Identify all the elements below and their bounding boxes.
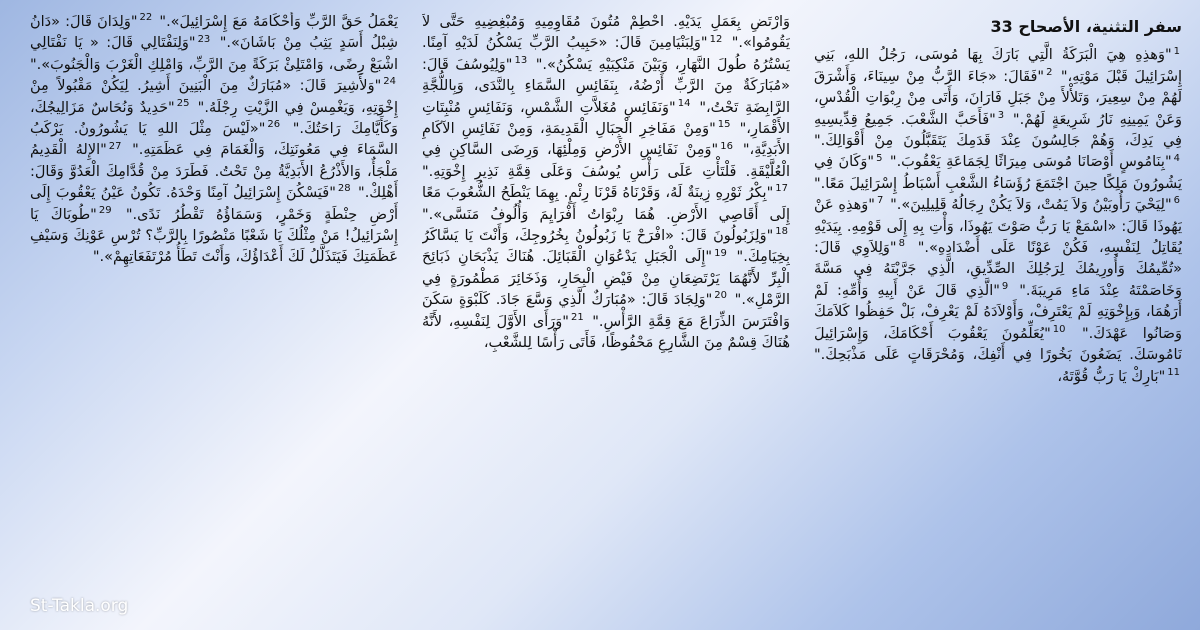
verse-number: 14 (677, 97, 691, 109)
verse-text: "الَّذِي قَالَ عَنْ أَبِيهِ وَأُمِّهِ: لَمْ أَرَهُمَا، وَبِإِخْوَتِهِ لَمْ يَعْتَرِفْ، وَأَوْلاَدَهُ لَمْ يَعْرِفْ، بَلْ حَفِظُوا كَلاَمَكَ وَصَانُوا عَهْدَكَ." (814, 282, 1182, 342)
verse-number: 3 (997, 109, 1005, 121)
verse-text: "وَرَأَى الأَوَّلَ لِنَفْسِهِ، لأَنَّهُ هُنَاكَ قِسْمٌ مِنَ الشَّارِعِ مَحْفُوظًا، فَأَتَى رَأْسًا لِلشَّعْبِ، (422, 313, 790, 352)
verse-number: 6 (1173, 195, 1181, 207)
verse-text: "حَدِيدٌ وَنُحَاسٌ مَزَالِيجُكَ، وَكَأَيَّامِكَ رَاحَتُكَ." (30, 99, 398, 138)
verse (885, 197, 1182, 213)
verse-number: 2 (1046, 66, 1053, 78)
text-column-3 (30, 12, 398, 618)
verse-text: "فَقَالَ: «جَاءَ الرَّبُّ مِنْ سِينَاءَ، وَأَشْرَقَ لَهُمْ مِنْ سِعِيرَ، وَتَلأْلأَ مِنْ جَبَلِ فَارَانَ، وَأَتَى مِنْ رِبْوَاتِ الْقُدْسِ، وَعَنْ يَمِينِهِ نَارُ شَرِيعَةٍ لَهُمْ." (814, 68, 1182, 128)
verse (422, 185, 790, 222)
text-column-1 (814, 12, 1182, 618)
verse-text: "وَلِزَبُولُونَ قَالَ: «افْرَحْ يَا زَبُولُونُ بِخُرُوجِكَ، وَأَنْتَ يَا يَسَّاكَرُ بِخِيَامِكَ." (422, 228, 790, 266)
verse-text: "الإِلهُ الْقَدِيمُ مَلْجَأٌ، وَالأَذْرُعُ الأَبَدِيَّةُ مِنْ تَحْتُ. فَطَرَدَ مِنْ قُدَّامِكَ الْعَدُوَّ وَقَالَ: أَهْلِكْ." (30, 142, 398, 202)
verse-number: 11 (1167, 366, 1180, 378)
verse-number: 18 (775, 226, 788, 238)
verse-text: "وَلِجَادَ قَالَ: «مُبَارَكٌ الَّذِي وَسَّعَ جَادَ. كَلَبْوَةٍ سَكَنَ وَافْتَرَسَ الذِّرَاعَ مَعَ قِمَّةِ الرَّأْسِ." (422, 292, 790, 330)
verse-number: 16 (720, 140, 733, 152)
verse-text: "لِيَحْيَ رَأُوبَيْنُ وَلاَ يَمُتْ، وَلاَ يَكُنْ رِجَالُهُ قَلِيلِينَ»." (890, 197, 1172, 214)
verse-text: "بَارِكْ يَا رَبُّ قُوَّتَهُ، (1057, 368, 1166, 385)
verse-number: 19 (714, 247, 727, 259)
verse-text: يَعْمَلُ حَقَّ الرَّبِّ وَأَحْكَامَهُ مَعَ إِسْرَائِيلَ»." (159, 14, 398, 30)
verse-number: 5 (876, 152, 883, 164)
verse-text: "وَهذِهِ هِيَ الْبَرَكَةُ الَّتِي بَارَكَ بِهَا مُوسَى، رَجُلُ اللهِ، بَنِي إِسْرَائِيلَ قَبْلَ مَوْتِهِ،" (814, 47, 1182, 85)
verse-text: "وَمِنْ نَفَائِسِ الأَرْضِ وَمِلْئِهَا، وَرِضَى السَّاكِنِ فِي الْعُلَّيْقَةِ. فَلْتَأْتِ عَلَى رَأْسِ يُوسُفَ وَعَلَى قِمَّةِ نَذِيرِ إِخْوَتِهِ." (422, 142, 790, 180)
verse-number: 22 (139, 12, 153, 24)
verse-text: وَارْتَضِ بِعَمَلِ يَدَيْهِ. احْطِمْ مُتُونَ مُقَاوِمِيهِ وَمُبْغِضِيهِ حَتَّى لاَ يَقُومُوا»." (422, 14, 790, 52)
verse-text: "بِكْرُ ثَوْرِهِ زِينَةٌ لَهُ، وَقَرْنَاهُ قَرْنَا رِئْمٍ. بِهِمَا يَنْطَحُ الشُّعُوبَ مَعًا إِلَى أَقَاصِي الأَرْضِ. هُمَا رِبْوَاتُ أَفْرَايِمَ وَأُلُوفُ مَنَسَّى»." (422, 185, 790, 223)
verse-text: "وَلِلاَوِي قَالَ: «تُمِّيمُكَ وَأُورِيمُكَ لِرَجُلِكَ الصِّدِّيقِ، الَّذِي جَرَّبْتَهُ فِي مَسَّةَ وَخَاصَمْتَهُ عِنْدَ مَاءِ مَرِيبَةَ." (814, 240, 1182, 299)
verse-number: 8 (898, 238, 905, 250)
verse-text: "وَلِيُوسُفَ قَالَ: «مُبَارَكَةٌ مِنَ الرَّبِّ أَرْضُهُ، بِنَفَائِسِ السَّمَاءِ بِالنَّدَى، وَبِاللُّجَّةِ الرَّابِضَةِ تَحْتُ،" (422, 56, 790, 116)
text-column-2 (422, 12, 790, 618)
verse-text: "فَيَسْكُنَ إِسْرَائِيلُ آمِنًا وَحْدَهُ. تَكُونُ عَيْنُ يَعْقُوبَ إِلَى أَرْضِ حِنْطَةٍ وَخَمْرٍ، وَسَمَاؤُهُ تَقْطُرُ نَدًى." (30, 185, 398, 223)
verse-text: "وَمِنْ مَفَاخِرِ الْجِبَالِ الْقَدِيمَةِ، وَمِنْ نَفَائِسِ الآكَامِ الأَبَدِيَّةِ،" (422, 121, 790, 159)
chapter-page (22, 12, 1182, 618)
verse-text: "وَكَانَ فِي يَشُورُونَ مَلِكًا حِينَ اجْتَمَعَ رُؤَسَاءُ الشَّعْبِ أَسْبَاطُ إِسْرَائِيلَ مَعًا." (814, 154, 1182, 192)
verse (154, 14, 398, 30)
verse-number: 12 (709, 33, 723, 45)
column-2-verses (422, 12, 790, 355)
verse-number: 23 (197, 33, 211, 45)
column-1-verses (814, 45, 1182, 388)
verse-text: "طُوبَاكَ يَا إِسْرَائِيلُ! مَنْ مِثْلُكَ يَا شَعْبًا مَنْصُورًا بِالرَّبِّ؟ تُرْسِ عَوْنِكَ وَسَيْفِ عَظَمَتِكَ فَيَتَذَلَّلُ لَكَ أَعْدَاؤُكَ، وَأَنْتَ تَطَأُ مُرْتَفَعَاتِهِمْ»." (30, 206, 398, 266)
site-watermark: St-Takla.org (30, 596, 129, 616)
verse-text: "وَلأَشِيرَ قَالَ: «مُبَارَكٌ مِنَ الْبَنِينَ أَشِيرُ. لِيَكُنْ مَقْبُولاً مِنْ إِخْوَتِهِ، وَيَغْمِسْ فِي الزَّيْتِ رِجْلَهُ." (30, 78, 398, 116)
verse-number: 27 (108, 140, 122, 152)
verse-number: 20 (714, 290, 727, 302)
verse (1057, 366, 1182, 385)
verse-text: "بِنَامُوسٍ أَوْصَانَا مُوسَى مِيرَاثًا لِجَمَاعَةِ يَعْقُوبَ." (889, 154, 1172, 171)
verse (884, 154, 1182, 170)
verse-text: "وَلِبَنْيَامِينَ قَالَ: «حَبِيبُ الرَّبِّ يَسْكُنُ لَدَيْهِ آمِنًا. يَسْتُرُهُ طُولَ النَّهَارِ، وَبَيْنَ مَنْكِبَيْهِ يَسْكُنُ»." (422, 35, 790, 73)
verse-number: 13 (514, 54, 528, 66)
verse-number: 21 (570, 311, 584, 323)
verse-text: "يُعَلِّمُونَ يَعْقُوبَ أَحْكَامَكَ، وَإِسْرَائِيلَ نَامُوسَكَ. يَضَعُونَ بَخُورًا فِي أَنْفِكَ، وَمُحْرَقَاتٍ عَلَى مَذْبَحِكَ." (814, 325, 1182, 364)
verse-text: "وَنَفَائِسِ مُغَلاَّتِ الشَّمْسِ، وَنَفَائِسِ مُنْبِتَاتِ الأَقْمَارِ،" (422, 99, 790, 138)
verse-text: "إِلَى الْجَبَلِ يَدْعُوَانِ الْقَبَائِلَ. هُنَاكَ يَذْبَحَانِ ذَبَائِحَ الْبِرِّ لأَنَّهُمَا يَرْتَضِعَانِ مِنْ فَيْضِ الْبِحَارِ، وَذَخَائِرَ مَطْمُورَةٍ فِي الرَّمْلِ»." (422, 249, 790, 309)
verse-number: 25 (176, 97, 190, 109)
verse-number: 7 (876, 195, 884, 207)
verse-number: 10 (1052, 323, 1066, 335)
verse-number: 29 (98, 204, 112, 216)
verse-number: 1 (1173, 45, 1180, 57)
verse-number: 17 (775, 183, 788, 195)
verse-number: 28 (337, 183, 351, 195)
chapter-title: سفر التثنية، الأصحاح 33 (990, 17, 1182, 36)
verse-text: "وَلِنَفْتَالِي قَالَ: « يَا نَفْتَالِي اشْبَعْ رِضًى، وَامْتَلِئْ بَرَكَةً مِنَ الرَّبِّ، وَامْلِكِ الْغَرْبَ وَالْجَنُوبَ»." (30, 35, 398, 73)
verse-text: "وَهذِهِ عَنْ يَهُوذَا قَالَ: «اسْمَعْ يَا رَبُّ صَوْتَ يَهُوذَا، وَأْتِ بِهِ إِلَى قَوْمِهِ. بِيَدَيْهِ يُقَاتِلُ لِنَفْسِهِ، فَكُنْ عَوْنًا عَلَى أَضْدَادِهِ»." (814, 197, 1182, 257)
verse-number: 26 (267, 119, 281, 131)
verse-text: "فَأَحَبَّ الشَّعْبَ. جَمِيعُ قِدِّيسِيهِ فِي يَدِكَ، وَهُمْ جَالِسُونَ عِنْدَ قَدَمِكَ يَتَقَبَّلُونَ مِنْ أَقْوَالِكَ." (814, 111, 1182, 150)
verse-number: 15 (717, 119, 731, 131)
verse-number: 4 (1173, 152, 1181, 164)
verse-text: "«لَيْسَ مِثْلَ اللهِ يَا يَشُورُونُ. يَرْكَبُ السَّمَاءَ فِي مَعُونَتِكَ، وَالْغَمَامَ فِي عَظَمَتِهِ." (30, 121, 398, 159)
verse-text: "وَلِدَانَ قَالَ: «دَانُ شِبْلُ أَسَدٍ يَثِبُ مِنْ بَاشَانَ»." (30, 14, 398, 52)
column-3-verses (30, 12, 398, 269)
verse-number: 24 (383, 76, 396, 88)
verse-number: 9 (1001, 281, 1009, 293)
